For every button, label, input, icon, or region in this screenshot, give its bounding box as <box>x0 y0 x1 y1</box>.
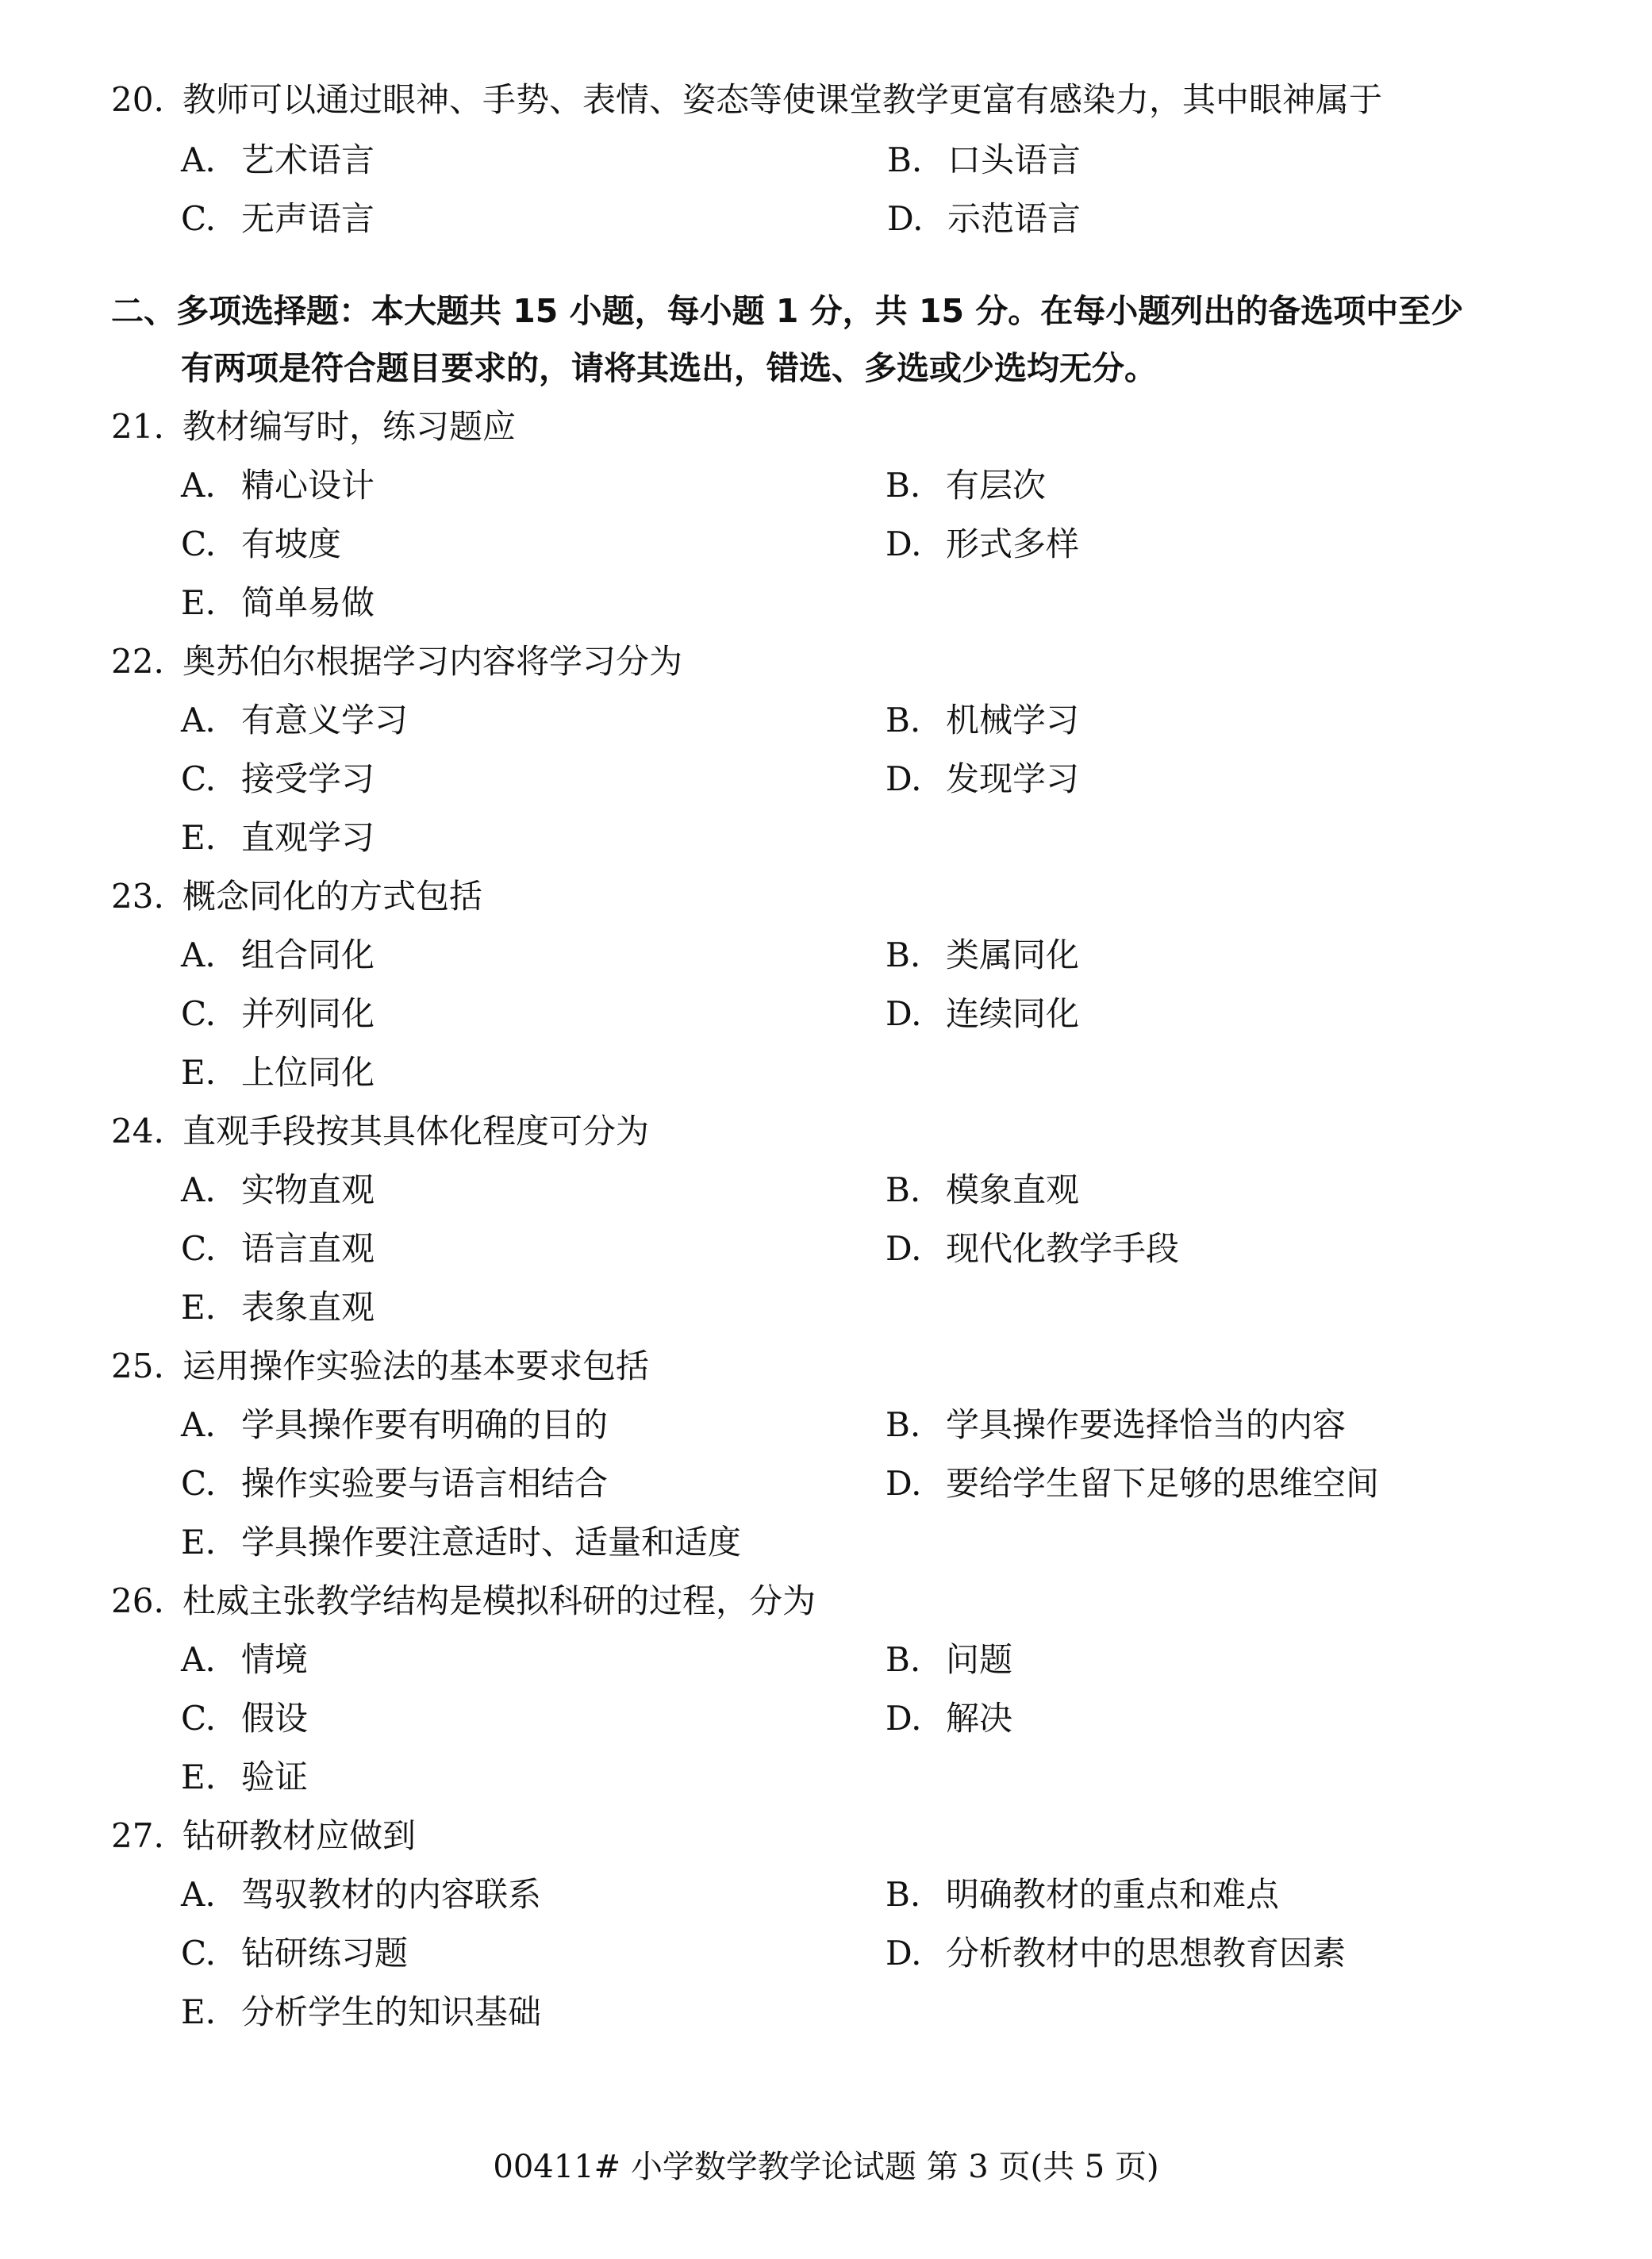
question-stem <box>111 1346 649 1387</box>
option-letter: C. <box>181 1464 216 1503</box>
answer-option <box>886 1228 1179 1270</box>
option-letter: C. <box>181 199 216 238</box>
option-text: 现代化教学手段 <box>946 1229 1180 1268</box>
answer-option <box>181 1757 308 1798</box>
question-text: 概念同化的方式包括 <box>182 877 483 916</box>
option-text: 类属同化 <box>946 935 1080 974</box>
option-letter: D. <box>886 1699 922 1738</box>
answer-option <box>181 817 375 859</box>
answer-option <box>181 1404 608 1446</box>
option-letter: D. <box>886 759 922 798</box>
question-number: 20. <box>111 80 164 119</box>
answer-option <box>886 993 1079 1035</box>
question-stem <box>111 1111 649 1152</box>
option-text: 学具操作要选择恰当的内容 <box>946 1405 1347 1444</box>
option-text: 分析学生的知识基础 <box>241 1992 542 2031</box>
option-letter: E. <box>181 1053 217 1092</box>
option-letter: D. <box>887 199 924 238</box>
option-letter: E. <box>181 1992 217 2031</box>
option-20-d <box>887 198 1081 240</box>
answer-option <box>886 1698 1012 1739</box>
question-text: 直观手段按其具体化程度可分为 <box>182 1112 650 1151</box>
option-text: 表象直观 <box>241 1288 375 1327</box>
answer-option <box>181 1874 541 1915</box>
answer-option <box>886 700 1079 741</box>
option-text: 有坡度 <box>241 524 342 563</box>
answer-option <box>181 1463 608 1504</box>
question-stem <box>111 1581 816 1622</box>
option-letter: A. <box>181 1405 216 1444</box>
option-letter: E. <box>181 1288 217 1327</box>
question-20-stem <box>111 79 1382 121</box>
option-text: 有意义学习 <box>241 701 409 740</box>
option-letter: D. <box>886 524 922 563</box>
option-text: 连续同化 <box>946 994 1080 1033</box>
option-letter: A. <box>181 466 216 505</box>
option-letter: C. <box>181 1699 216 1738</box>
question-number: 26. <box>111 1581 164 1620</box>
option-text: 验证 <box>241 1758 309 1796</box>
answer-option <box>181 935 375 976</box>
answer-option <box>181 582 375 624</box>
option-text: 示范语言 <box>947 199 1081 238</box>
option-text: 驾驭教材的内容联系 <box>241 1875 542 1914</box>
page-footer: 00411# 小学数学教学论试题 第 3 页(共 5 页) <box>493 2149 1159 2185</box>
answer-option <box>886 1463 1379 1504</box>
option-letter: B. <box>886 466 921 505</box>
option-letter: A. <box>181 1170 216 1209</box>
answer-option <box>181 993 375 1035</box>
option-text: 组合同化 <box>241 935 375 974</box>
question-text: 教材编写时，练习题应 <box>182 407 517 446</box>
option-text: 分析教材中的思想教育因素 <box>946 1934 1347 1973</box>
option-text: 假设 <box>241 1699 309 1738</box>
option-text: 明确教材的重点和难点 <box>946 1875 1280 1914</box>
option-text: 实物直观 <box>241 1170 375 1209</box>
answer-option <box>886 759 1079 800</box>
question-number: 25. <box>111 1347 164 1385</box>
option-letter: B. <box>887 140 923 179</box>
option-letter: D. <box>886 1229 922 1268</box>
option-text: 模象直观 <box>946 1170 1080 1209</box>
answer-option <box>886 1170 1079 1211</box>
question-number: 23. <box>111 877 164 916</box>
answer-option <box>886 1404 1346 1446</box>
option-letter: D. <box>886 1464 922 1503</box>
option-letter: D. <box>886 994 922 1033</box>
option-letter: B. <box>886 701 921 740</box>
option-letter: B. <box>886 1640 921 1679</box>
answer-option <box>886 524 1079 565</box>
answer-option <box>181 1052 375 1093</box>
question-number: 24. <box>111 1112 164 1151</box>
option-text: 语言直观 <box>241 1229 375 1268</box>
answer-option <box>181 1933 408 1974</box>
answer-option <box>181 1287 375 1328</box>
answer-option <box>886 1874 1279 1915</box>
option-letter: C. <box>181 1229 216 1268</box>
option-letter: A. <box>181 1875 216 1914</box>
option-letter: C. <box>181 994 216 1033</box>
answer-option <box>886 1933 1346 1974</box>
option-letter: E. <box>181 583 217 622</box>
option-letter: A. <box>181 701 216 740</box>
option-letter: C. <box>181 1934 216 1973</box>
answer-option <box>181 759 375 800</box>
option-letter: A. <box>181 935 216 974</box>
answer-option <box>181 700 408 741</box>
option-text: 直观学习 <box>241 818 375 857</box>
option-text: 操作实验要与语言相结合 <box>241 1464 609 1503</box>
option-text: 接受学习 <box>241 759 375 798</box>
option-20-a <box>181 140 375 181</box>
option-letter: C. <box>181 524 216 563</box>
option-letter: B. <box>886 935 921 974</box>
answer-option <box>181 1522 741 1563</box>
option-letter: A. <box>181 140 216 179</box>
option-text: 上位同化 <box>241 1053 375 1092</box>
option-text: 钻研练习题 <box>241 1934 409 1973</box>
answer-option <box>886 1639 1012 1681</box>
option-letter: E. <box>181 1523 217 1562</box>
answer-option <box>181 1639 308 1681</box>
question-number: 21. <box>111 407 164 446</box>
option-text: 机械学习 <box>946 701 1080 740</box>
section-heading-line-2: 有两项是符合题目要求的，请将其选出，错选、多选或少选均无分。 <box>181 349 1157 387</box>
option-letter: D. <box>886 1934 922 1973</box>
question-text: 奥苏伯尔根据学习内容将学习分为 <box>182 642 683 681</box>
option-text: 发现学习 <box>946 759 1080 798</box>
option-letter: B. <box>886 1875 921 1914</box>
option-text: 简单易做 <box>241 583 375 622</box>
option-letter: B. <box>886 1170 921 1209</box>
option-letter: E. <box>181 818 217 857</box>
option-20-c <box>181 198 375 240</box>
answer-option <box>181 1170 375 1211</box>
option-text: 要给学生留下足够的思维空间 <box>946 1464 1380 1503</box>
question-text: 教师可以通过眼神、手势、表情、姿态等使课堂教学更富有感染力，其中眼神属于 <box>182 80 1383 119</box>
answer-option <box>181 1992 541 2033</box>
question-text: 钻研教材应做到 <box>182 1816 417 1855</box>
option-text: 问题 <box>946 1640 1013 1679</box>
answer-option <box>181 1698 308 1739</box>
answer-option <box>181 524 341 565</box>
option-text: 有层次 <box>946 466 1047 505</box>
question-text: 运用操作实验法的基本要求包括 <box>182 1347 650 1385</box>
option-letter: E. <box>181 1758 217 1796</box>
question-stem <box>111 406 516 448</box>
option-text: 学具操作要注意适时、适量和适度 <box>241 1523 742 1562</box>
option-letter: B. <box>886 1405 921 1444</box>
option-text: 艺术语言 <box>241 140 375 179</box>
answer-option <box>181 1228 375 1270</box>
question-number: 22. <box>111 642 164 681</box>
answer-option <box>181 465 375 506</box>
option-text: 形式多样 <box>946 524 1080 563</box>
section-heading-line-1: 二、多项选择题：本大题共 15 小题，每小题 1 分，共 15 分。在每小题列出的备选项中至少 <box>111 292 1464 330</box>
option-text: 精心设计 <box>241 466 375 505</box>
option-text: 并列同化 <box>241 994 375 1033</box>
option-letter: C. <box>181 759 216 798</box>
option-text: 情境 <box>241 1640 309 1679</box>
option-text: 学具操作要有明确的目的 <box>241 1405 609 1444</box>
option-text: 解决 <box>946 1699 1013 1738</box>
question-stem <box>111 641 682 682</box>
question-text: 杜威主张教学结构是模拟科研的过程，分为 <box>182 1581 816 1620</box>
question-number: 27. <box>111 1816 164 1855</box>
option-letter: A. <box>181 1640 216 1679</box>
option-text: 口头语言 <box>947 140 1081 179</box>
question-stem <box>111 876 482 917</box>
answer-option <box>886 465 1046 506</box>
option-text: 无声语言 <box>241 199 375 238</box>
question-stem <box>111 1815 416 1857</box>
option-20-b <box>887 140 1081 181</box>
answer-option <box>886 935 1079 976</box>
